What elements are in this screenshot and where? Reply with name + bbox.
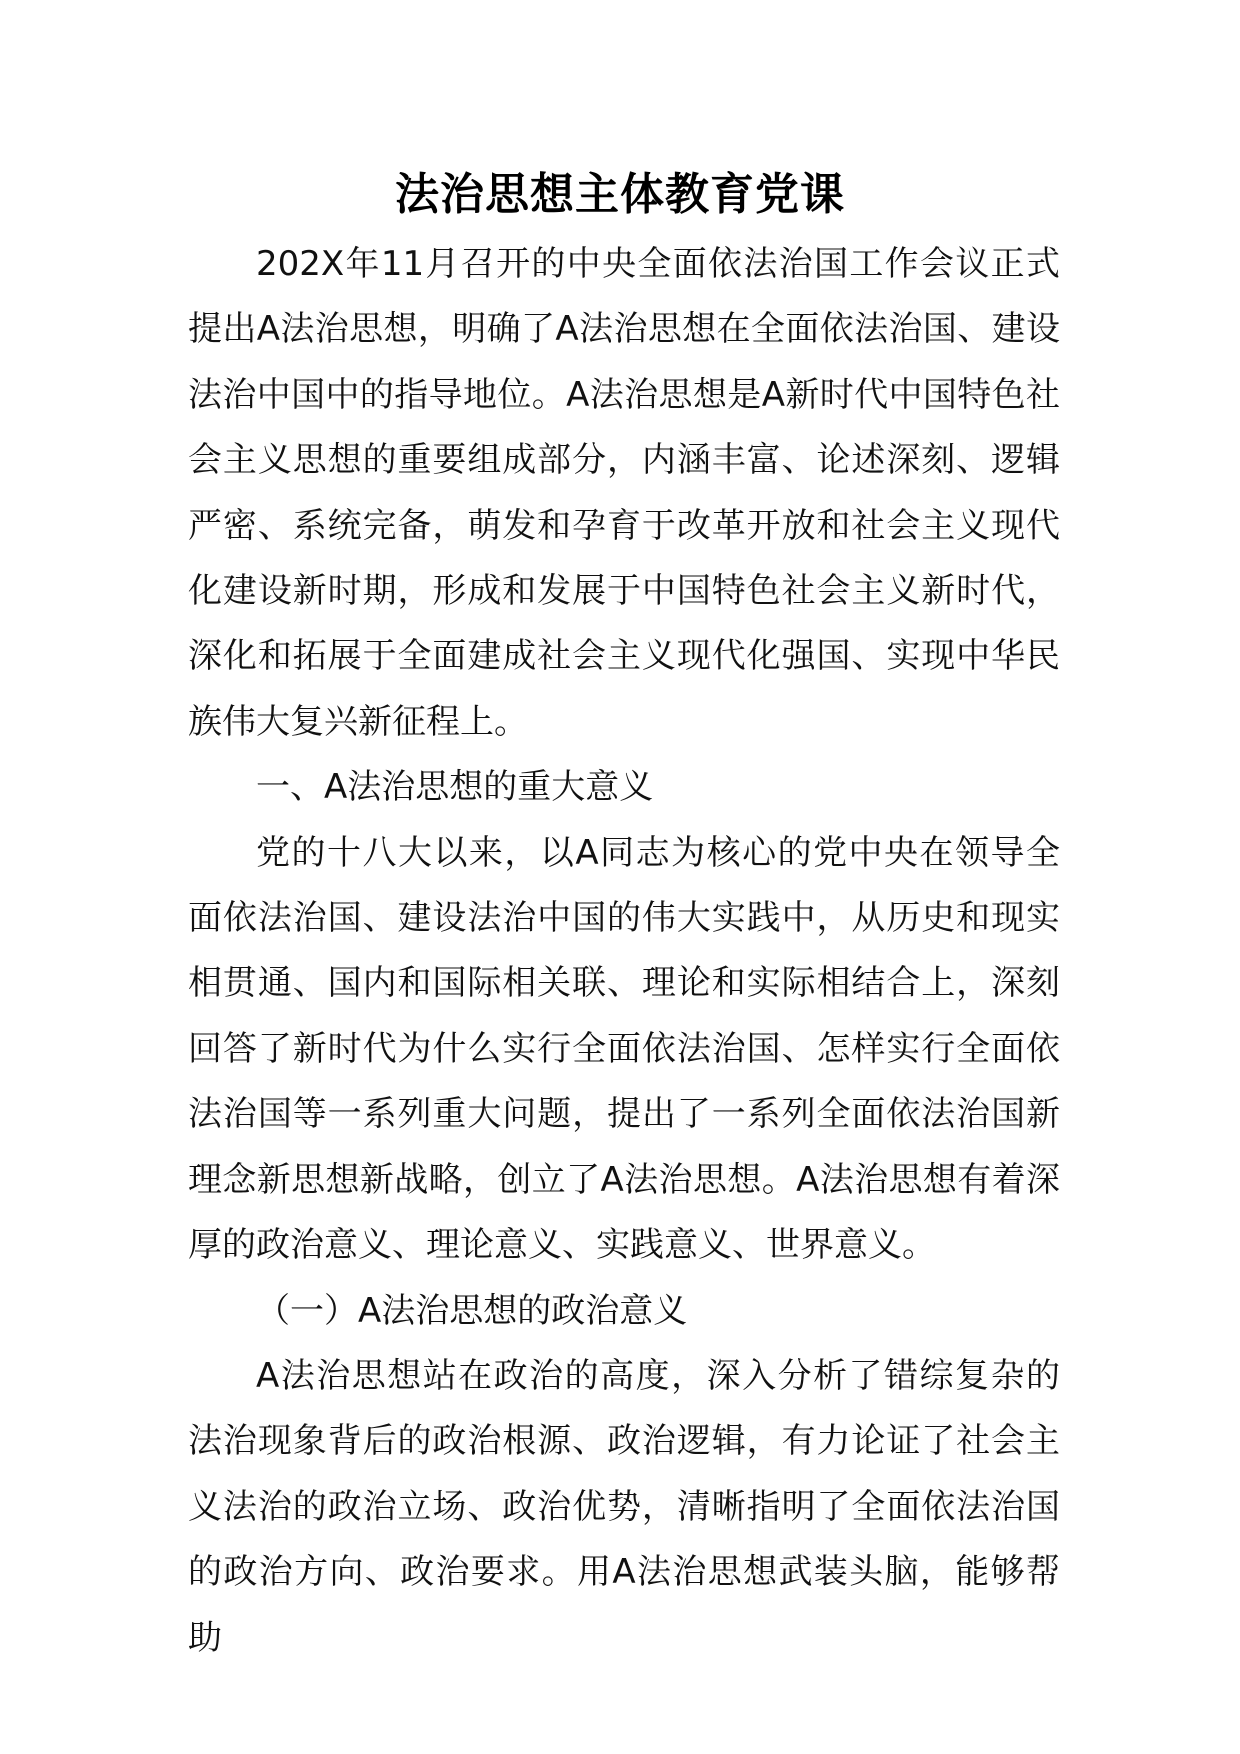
section-1-paragraph: 党的十八大以来，以A同志为核心的党中央在领导全面依法治国、建设法治中国的伟大实践中，从历史和现实相贯通、国内和国际相关联、理论和实际相结合上，深刻回答了新时代为什么实行全面依法治国、怎样实行全面依法治国等一系列重大问题，提出了一系列全面依法治国新理念新思想新战略，创立了A法治思想。A法治思想有着深厚的政治意义、理论意义、实践意义、世界意义。 <box>188 832 1060 1266</box>
document-title: 法治思想主体教育党课 <box>395 169 845 220</box>
subsection-heading-1: （一）A法治思想的政治意义 <box>256 1290 688 1331</box>
document-body <box>188 232 1060 1671</box>
section-heading-1: 一、A法治思想的重大意义 <box>256 767 654 808</box>
subsection-1-paragraph: A法治思想站在政治的高度，深入分析了错综复杂的法治现象背后的政治根源、政治逻辑，有力论证了社会主义法治的政治立场、政治优势，清晰指明了全面依法治国的政治方向、政治要求。用A法治思想武装头脑，能够帮助 <box>188 1355 1060 1658</box>
intro-paragraph: 202X年11月召开的中央全面依法治国工作会议正式提出A法治思想，明确了A法治思想在全面依法治国、建设法治中国中的指导地位。A法治思想是A新时代中国特色社会主义思想的重要组成部分，内涵丰富、论述深刻、逻辑严密、系统完备，萌发和孕育于改革开放和社会主义现代化建设新时期，形成和发展于中国特色社会主义新时代，深化和拓展于全面建成社会主义现代化强国、实现中华民族伟大复兴新征程上。 <box>188 244 1060 742</box>
